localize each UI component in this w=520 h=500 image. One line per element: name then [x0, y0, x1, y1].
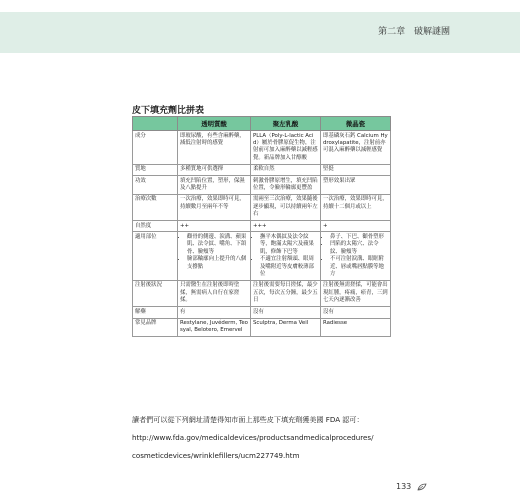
table-cell: 柔軟自然	[251, 164, 321, 175]
table-row	[133, 164, 391, 175]
row-label: 治療次數	[133, 194, 178, 220]
table-cell: 即玻尿酸，有些含麻醉藥，減低注射時的感覺	[178, 131, 251, 165]
table-cell: 沒有	[251, 307, 321, 318]
chapter-heading	[378, 24, 450, 37]
footnote	[132, 411, 432, 465]
row-label: 注射後狀況	[133, 280, 178, 306]
bullet-item: • 顴骨的側邊、淚溝、蘋果肌、法令紋、嘴角、下頜骨、臉頰等	[187, 234, 248, 256]
table-cell	[321, 232, 391, 280]
bullet-item: • 臉部輪廓向上提升的八個支撐點	[187, 256, 248, 271]
table-cell: PLLA（Poly-L-lactic Acid）屬於骨膠原促生物，注射前可加入麻醉藥以減輕感覺。新品牌加入甘醇酸	[251, 131, 321, 165]
column-header: 聚左乳酸	[251, 117, 321, 131]
row-label: 成分	[133, 131, 178, 165]
row-label: 自然度	[133, 221, 178, 232]
page-footer	[396, 482, 427, 491]
table-body	[133, 131, 391, 337]
bullet-list	[323, 234, 388, 278]
table-cell: 堅挺	[321, 164, 391, 175]
table-cell: +	[321, 221, 391, 232]
bullet-item: • 鼻子、下巴、顴骨塑形	[330, 234, 388, 241]
table-row	[133, 131, 391, 165]
column-header: 透明質酸	[178, 117, 251, 131]
chapter-title: 破解謎團	[413, 27, 450, 37]
chapter-number: 第二章	[378, 27, 406, 37]
table-cell: 有	[178, 307, 251, 318]
table-cell: 需兩至三次治療，效果隨後逐步顯現，可以持續兩年左右	[251, 194, 321, 220]
table-cell: 沒有	[321, 307, 391, 318]
row-label: 常見品牌	[133, 318, 178, 337]
table-row	[133, 221, 391, 232]
table-row	[133, 232, 391, 280]
table-cell	[251, 232, 321, 280]
table-cell: 注射後需要每日搓揉，最少五次，每次五分鐘，最少五日	[251, 280, 321, 306]
bullet-list	[180, 234, 248, 271]
bullet-item: • 不適宜注射額頭、眼周及嘴附近等皮膚較薄部位	[260, 256, 318, 278]
table-cell: 即基磷灰石鈣 Calcium Hydroxylapatite，注射前亦可混入麻醉藥以減輕感覺	[321, 131, 391, 165]
table-cell: 多種質地可供選擇	[178, 164, 251, 175]
table-row	[133, 280, 391, 306]
table-cell: Sculptra, Derma Veil	[251, 318, 321, 337]
table-cell	[178, 232, 251, 280]
page-number: 133	[396, 482, 412, 491]
table-cell: ++	[178, 221, 251, 232]
table-cell: 填充凹陷位置，塑形，保濕及八點提升	[178, 176, 251, 195]
table-cell: 只需醫生在注射後即時塗揉，無需病人自行在家搓揉。	[178, 280, 251, 306]
table-header-row	[133, 117, 391, 131]
table-cell: Radiesse	[321, 318, 391, 337]
column-header	[133, 117, 178, 131]
fda-url-line-1: http://www.fda.gov/medicaldevices/productsandmedicalprocedures/	[132, 433, 374, 442]
table-cell: 一次治療，效果即時可見，持續十二個月或以上	[321, 194, 391, 220]
leaf-icon	[417, 483, 427, 491]
table-row	[133, 307, 391, 318]
row-label: 解藥	[133, 307, 178, 318]
row-label: 適用部位	[133, 232, 178, 280]
table-cell: Restylane, Juvéderm, Teosyal, Belotero, Emervel	[178, 318, 251, 337]
footnote-text: 讀者們可以從下列網址清楚得知市面上那些皮下填充劑獲美國 FDA 認可：	[132, 415, 364, 424]
table-title: 皮下填充劑比拼表	[132, 106, 205, 116]
column-header: 微晶瓷	[321, 117, 391, 131]
row-label: 質地	[133, 164, 178, 175]
table-cell: 塑形效果出眾	[321, 176, 391, 195]
table-cell: +++	[251, 221, 321, 232]
table-cell: 一次治療，效果即時可見，持續數月至兩年不等	[178, 194, 251, 220]
row-label: 功效	[133, 176, 178, 195]
bullet-list	[253, 234, 318, 278]
fda-url-line-2: cosmeticdevices/wrinklefillers/ucm227749.htm	[132, 451, 300, 460]
table-row	[133, 176, 391, 195]
bullet-item: • 凹陷的太陽穴、法令紋、臉頰等	[330, 241, 388, 256]
table-row	[133, 318, 391, 337]
table-row	[133, 194, 391, 220]
bullet-item: • 不可注射淚溝、眼眶附近、唇或嘴唇點膜等地方	[330, 256, 388, 278]
filler-comparison-table	[132, 116, 391, 337]
table-cell: 注射後無需搓揉，可能會出現紅腫，疼痛，瘀青，三到七天內逐漸改善	[321, 280, 391, 306]
table-cell: 刺激骨膠原增生，填充凹陷位置，令臉形輪廓更豐盈	[251, 176, 321, 195]
bullet-item: • 撫平木偶紋及法令紋等，飽滿太陽穴及蘋果肌，修飾下巴等	[260, 234, 318, 256]
